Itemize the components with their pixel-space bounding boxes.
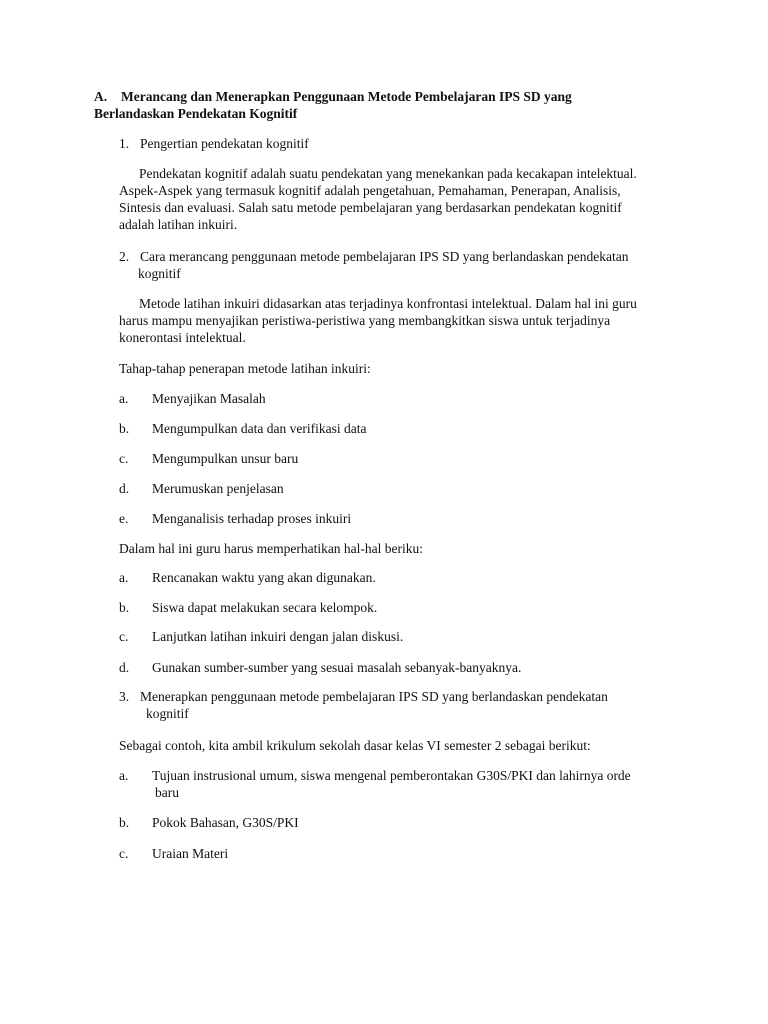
steps-label: c. [119,451,129,466]
steps-label: d. [119,481,130,496]
item1-para-line: Pendekatan kognitif adalah suatu pendekatan yang menekankan pada kecakapan intelektual. [139,166,637,181]
example-item [119,767,699,801]
steps-item [119,420,366,437]
steps-label: a. [119,391,129,406]
steps-text: Merumuskan penjelasan [152,481,284,496]
notes-label: a. [119,570,129,585]
example-text-line1: Tujuan instrusional umum, siswa mengenal pemberontakan G30S/PKI dan lahirnya orde [152,768,631,783]
item2-number: 2. [119,249,130,264]
item1-number: 1. [119,136,130,151]
item2-title-line1: Cara merancang penggunaan metode pembelajaran IPS SD yang berlandaskan pendekatan [140,249,629,264]
example-item [119,845,228,862]
section-title-line1: Merancang dan Menerapkan Penggunaan Metode Pembelajaran IPS SD yang [121,89,572,104]
item1-para-line: Sintesis dan evaluasi. Salah satu metode pembelajaran yang berdasarkan pendekatan kognitif [119,200,622,215]
notes-label: b. [119,600,130,615]
example-label: c. [119,846,129,861]
example-item [119,814,299,831]
notes-item [119,659,521,676]
section-title-line2: Berlandaskan Pendekatan Kognitif [94,106,298,121]
notes-label: c. [119,629,129,644]
notes-text: Siswa dapat melakukan secara kelompok. [152,600,378,615]
example-label: a. [119,768,129,783]
example-text-line1: Pokok Bahasan, G30S/PKI [152,815,299,830]
item2-para-line: konerontasi intelektual. [119,330,246,345]
item2-para-line: harus mampu menyajikan peristiwa-peristiwa yang membangkitkan siswa untuk terjadinya [119,313,611,328]
item3-title-line1: Menerapkan penggunaan metode pembelajaran IPS SD yang berlandaskan pendekatan [140,689,608,704]
item2-para-line: Metode latihan inkuiri didasarkan atas terjadinya konfrontasi intelektual. Dalam hal ini guru [139,296,637,311]
item1-paragraph [119,165,699,233]
steps-text: Mengumpulkan data dan verifikasi data [152,421,367,436]
item1-para-line: Aspek-Aspek yang termasuk kognitif adalah pengetahuan, Pemahaman, Penerapan, Analisis, [119,183,621,198]
steps-item [119,450,298,467]
notes-item [119,569,376,586]
steps-label: e. [119,511,129,526]
item3-number: 3. [119,689,130,704]
notes-item [119,599,377,616]
notes-text: Rencanakan waktu yang akan digunakan. [152,570,376,585]
steps-text: Menyajikan Masalah [152,391,266,406]
item3-title-line2: kognitif [146,706,189,721]
notes-item [119,628,403,645]
steps-item [119,480,284,497]
steps-item [119,510,351,527]
example-text-line2: baru [155,785,179,800]
example-text-line1: Uraian Materi [152,846,229,861]
notes-intro: Dalam hal ini guru harus memperhatikan hal-hal beriku: [119,541,424,556]
section-heading-line1 [94,88,694,105]
steps-text: Mengumpulkan unsur baru [152,451,299,466]
steps-label: b. [119,421,130,436]
item1-title-text: Pengertian pendekatan kognitif [140,136,309,151]
item3-title [119,688,699,722]
section-heading [94,88,694,122]
steps-text: Menganalisis terhadap proses inkuiri [152,511,352,526]
example-intro: Sebagai contoh, kita ambil krikulum sekolah dasar kelas VI semester 2 sebagai berikut: [119,738,591,753]
item1-title [119,135,309,152]
notes-text: Gunakan sumber-sumber yang sesuai masalah sebanyak-banyaknya. [152,660,522,675]
item2-title [119,248,699,282]
example-label: b. [119,815,130,830]
item1-para-line: adalah latihan inkuiri. [119,217,238,232]
steps-intro: Tahap-tahap penerapan metode latihan inkuiri: [119,361,371,376]
steps-item [119,390,266,407]
item2-title-line2: kognitif [138,266,181,281]
item2-paragraph [119,295,699,346]
notes-label: d. [119,660,130,675]
notes-text: Lanjutkan latihan inkuiri dengan jalan diskusi. [152,629,404,644]
section-letter: A. [94,89,108,104]
